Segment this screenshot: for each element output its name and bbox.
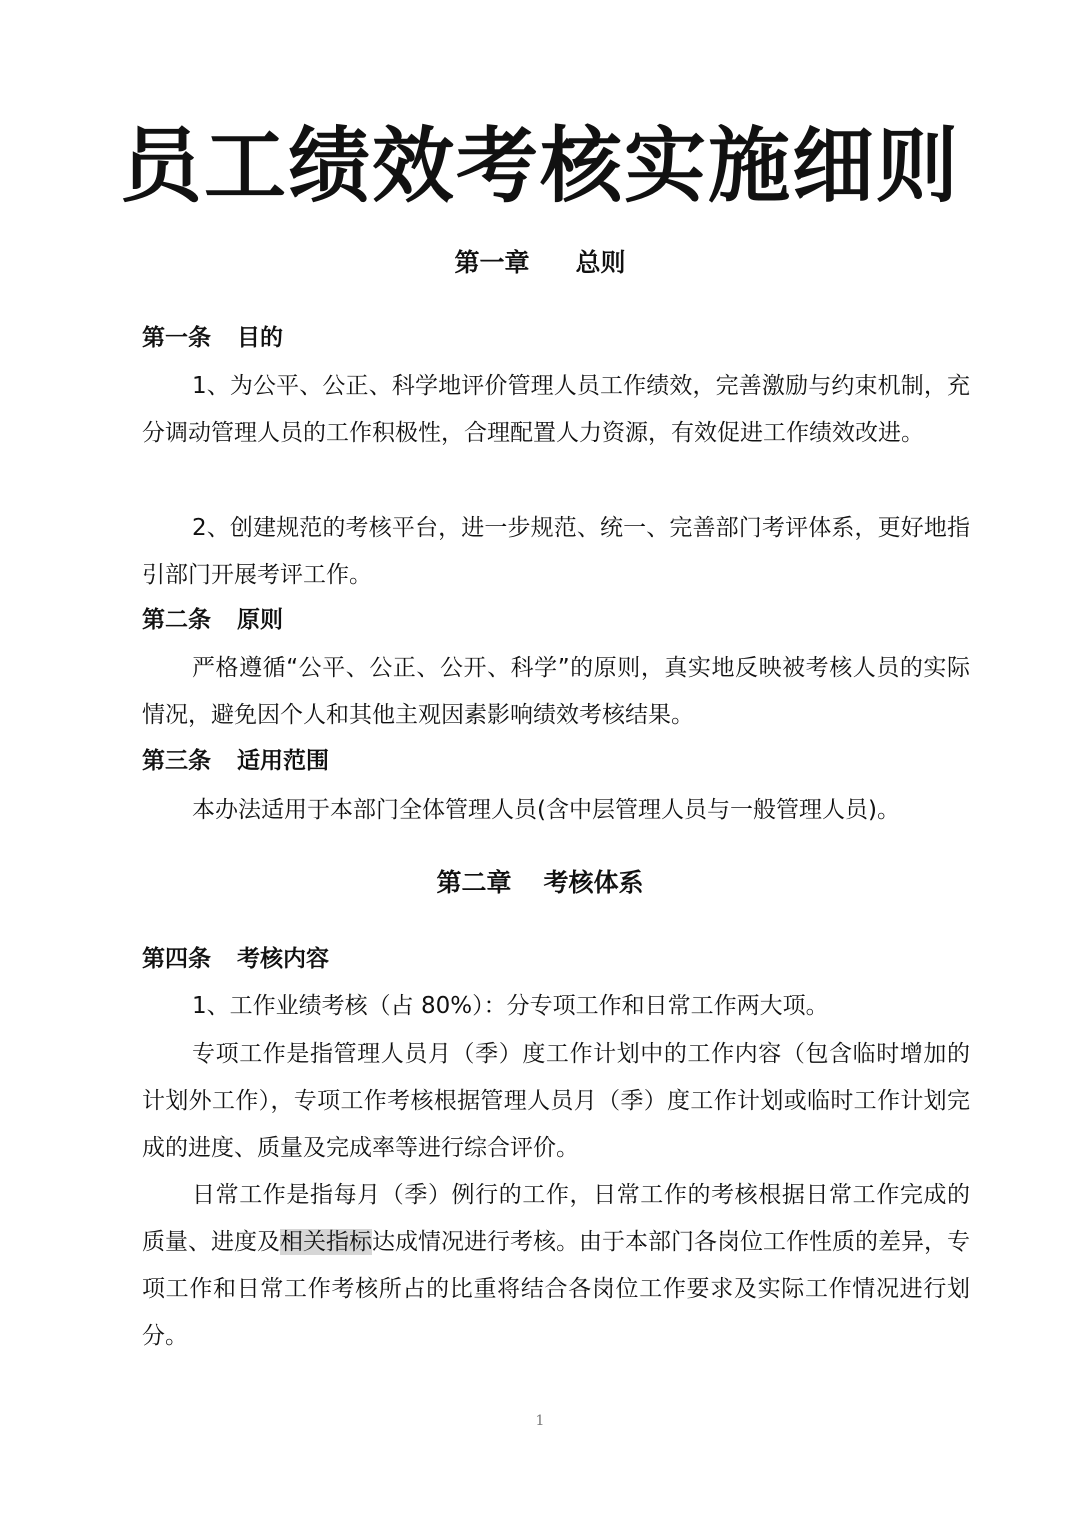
chapter-label: 第二章: [436, 868, 512, 897]
chapter-title: 总则: [575, 248, 626, 277]
article-heading-4: [142, 939, 329, 979]
paragraph-purpose-1: 1、为公平、公正、科学地评价管理人员工作绩效，完善激励与约束机制，充分调动管理人员的工作积极性，合理配置人力资源，有效促进工作绩效改进。: [142, 373, 970, 446]
paragraph-daily-work: [142, 1172, 970, 1360]
article-label: 第三条: [142, 748, 211, 774]
text-highlight[interactable]: 相关指标: [280, 1229, 372, 1255]
article-label: 第一条: [142, 325, 211, 351]
paragraph-principle: 严格遵循“公平、公正、公开、科学”的原则，真实地反映被考核人员的实际情况，避免因个人和其他主观因素影响绩效考核结果。: [142, 655, 970, 728]
article-heading-3: [142, 741, 329, 781]
chapter-title: 考核体系: [543, 868, 644, 897]
article-label: 第四条: [142, 946, 211, 972]
chapter-heading-2: [0, 863, 1080, 903]
paragraph-purpose-2: 2、创建规范的考核平台，进一步规范、统一、完善部门考评体系，更好地指引部门开展考评工作。: [142, 515, 970, 588]
article-title: 考核内容: [237, 946, 329, 972]
daily-work-text-a: 日常工作是指每月（季）例行的工作，日常工作的考核根据日常工作完成的质量、进度及: [142, 1182, 970, 1255]
daily-work-text-b: 达成情况进行考核。由于本部门各岗位工作性质的差异，专项工作和日常工作考核所占的比重将结合各岗位工作要求及实际工作情况进行划分。: [142, 1229, 970, 1349]
article-label: 第二条: [142, 607, 211, 633]
page-number: 1: [535, 1413, 545, 1429]
article-title: 适用范围: [237, 748, 329, 774]
article-title: 目的: [237, 325, 283, 351]
article-heading-1: [142, 318, 283, 358]
article-heading-2: [142, 600, 283, 640]
article-title: 原则: [237, 607, 283, 633]
document-title: 员工绩效考核实施细则: [119, 119, 960, 214]
paragraph-special-work: 专项工作是指管理人员月（季）度工作计划中的工作内容（包含临时增加的计划外工作），专项工作考核根据管理人员月（季）度工作计划或临时工作计划完成的进度、质量及完成率等进行综合评价。: [142, 1041, 970, 1161]
chapter-heading-1: [0, 243, 1080, 283]
chapter-label: 第一章: [454, 248, 530, 277]
paragraph-scope: 本办法适用于本部门全体管理人员(含中层管理人员与一般管理人员)。: [192, 797, 900, 823]
paragraph-content-1: 1、工作业绩考核（占 80%）：分专项工作和日常工作两大项。: [192, 993, 829, 1019]
